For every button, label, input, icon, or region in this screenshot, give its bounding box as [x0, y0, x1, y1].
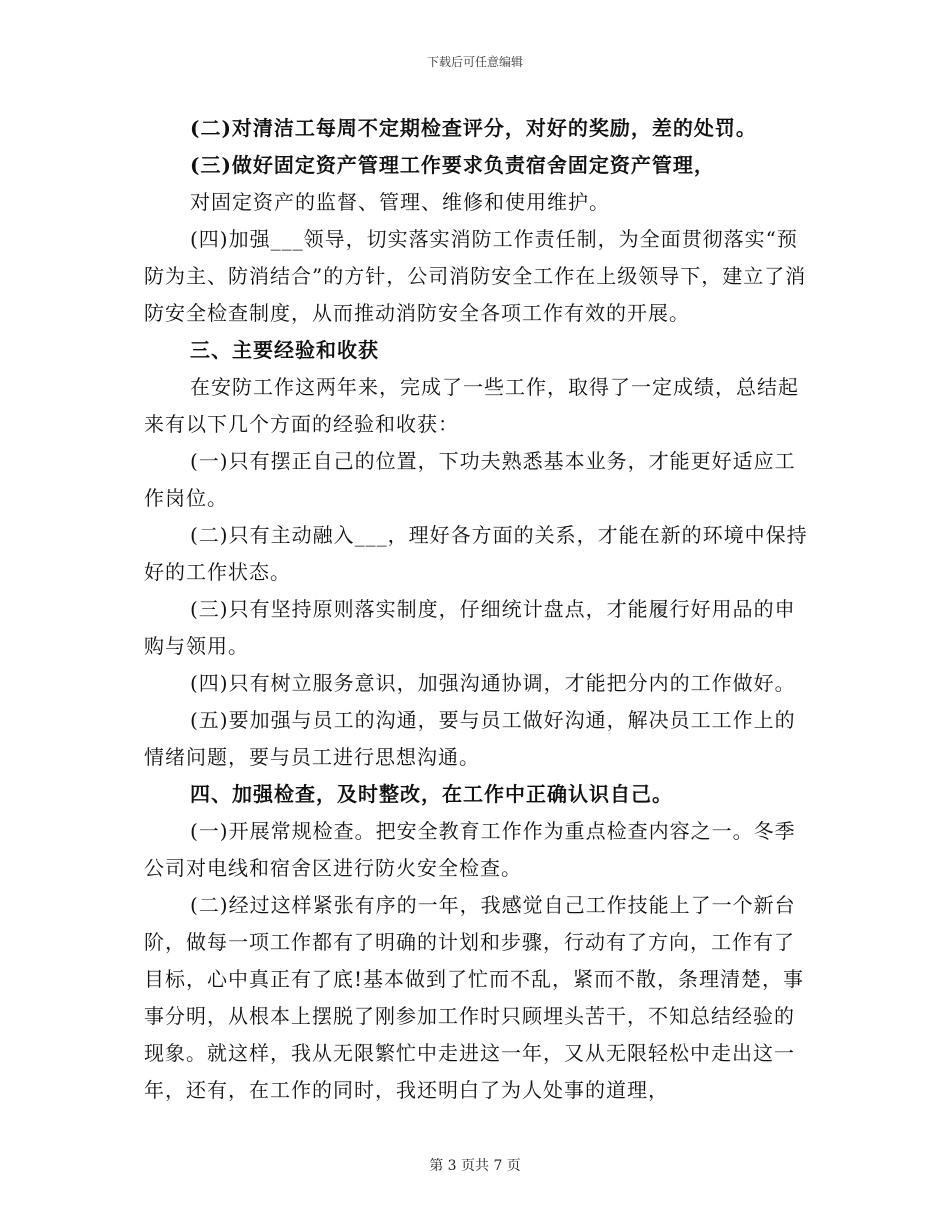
paragraph-8: (二)只有主动融入___，理好各方面的关系，才能在新的环境中保持好的工作状态。 — [144, 523, 808, 584]
paragraph-10: (四)只有树立服务意识，加强沟通协调，才能把分内的工作做好。 — [190, 671, 796, 695]
paragraph-4: (四)加强___领导，切实落实消防工作责任制，为全面贯彻落实“预防为主、防消结合”的方针，公司消防安全工作在上级领导下，建立了消防安全检查制度，从而推动消防安全各项工作有效的开展。 — [144, 227, 807, 325]
page-footer: 第 3 页共 7 页 — [429, 1158, 521, 1174]
paragraph-9: (三)只有坚持原则落实制度，仔细统计盘点，才能履行好用品的申购与领用。 — [144, 597, 796, 658]
paragraph-3: 对固定资产的监督、管理、维修和使用维护。 — [190, 190, 610, 214]
document-body — [144, 110, 808, 1109]
paragraph-2: (三)做好固定资产管理工作要求负责宿舍固定资产管理， — [190, 153, 715, 177]
paragraph-11: (五)要加强与员工的沟通，要与员工做好沟通，解决员工工作上的情绪问题，要与员工进行思想沟通。 — [144, 708, 796, 769]
paragraph-14: (二)经过这样紧张有序的一年，我感觉自己工作技能上了一个新台阶，做每一项工作都有了明确的计划和步骤，行动有了方向，工作有了目标，心中真正有了底!基本做到了忙而不乱，紧而不散，条理清楚，事事分明，从根本上摆脱了刚参加工作时只顾埋头苦干，不知总结经验的现象。就这样，我从无限繁忙中走进这一年，又从无限轻松中走出这一年，还有，在工作的同时，我还明白了为人处事的道理， — [144, 893, 805, 1102]
section-heading-3: 三、主要经验和收获 — [190, 338, 379, 362]
page-header: 下载后可任意编辑 — [426, 55, 523, 69]
paragraph-7: (一)只有摆正自己的位置，下功夫熟悉基本业务，才能更好适应工作岗位。 — [144, 449, 796, 510]
paragraph-1: (二)对清洁工每周不定期检查评分，对好的奖励，差的处罚。 — [190, 116, 757, 140]
paragraph-6: 在安防工作这两年来，完成了一些工作，取得了一定成绩，总结起来有以下几个方面的经验和收获： — [144, 375, 799, 436]
paragraph-13: (一)开展常规检查。把安全教育工作作为重点检查内容之一。冬季公司对电线和宿舍区进行防火安全检查。 — [144, 819, 796, 880]
section-heading-4: 四、加强检查，及时整改，在工作中正确认识自己。 — [190, 782, 673, 806]
